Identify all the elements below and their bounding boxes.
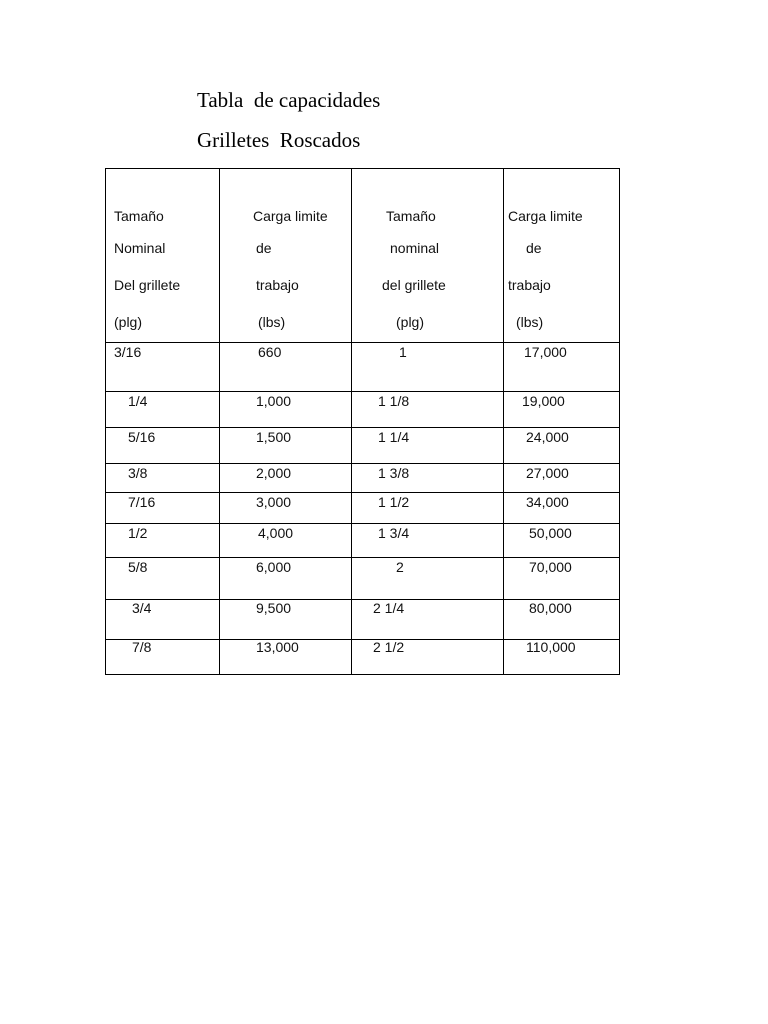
table-cell: 17,000 bbox=[524, 344, 567, 360]
header-load-line3: trabajo bbox=[256, 277, 299, 293]
table-cell: 50,000 bbox=[529, 525, 572, 541]
header-size-line1: Tamaño bbox=[114, 208, 164, 224]
row-divider bbox=[106, 427, 619, 428]
table-cell: 1 bbox=[399, 344, 407, 360]
table-cell: 660 bbox=[258, 344, 282, 360]
table-cell: 1 1/4 bbox=[378, 429, 410, 445]
header-load-line2: de bbox=[256, 240, 272, 256]
document-title: Tabla de capacidades bbox=[197, 88, 381, 112]
table-cell: 3/8 bbox=[128, 465, 148, 481]
table-cell: 27,000 bbox=[526, 465, 569, 481]
row-divider bbox=[106, 557, 619, 558]
table-cell: 9,500 bbox=[256, 600, 292, 616]
table-cell: 2 1/2 bbox=[373, 639, 405, 655]
table-cell: 70,000 bbox=[529, 559, 572, 575]
table-cell: 1,000 bbox=[256, 393, 292, 409]
table-cell: 6,000 bbox=[256, 559, 292, 575]
table-cell: 24,000 bbox=[526, 429, 569, 445]
capacity-table bbox=[105, 168, 620, 675]
table-cell: 5/8 bbox=[128, 559, 148, 575]
table-cell: 1/2 bbox=[128, 525, 148, 541]
table-cell: 7/8 bbox=[132, 639, 152, 655]
table-cell: 3/4 bbox=[132, 600, 152, 616]
header-load-line1: Carga limite bbox=[253, 208, 328, 224]
table-cell: 1 3/8 bbox=[378, 465, 410, 481]
table-cell: 80,000 bbox=[529, 600, 572, 616]
header-size2-line3: del grillete bbox=[382, 277, 446, 293]
table-cell: 13,000 bbox=[256, 639, 299, 655]
header-size2-line4: (plg) bbox=[396, 314, 425, 330]
header-load2-line3: trabajo bbox=[508, 277, 551, 293]
table-cell: 2,000 bbox=[256, 465, 292, 481]
table-cell: 34,000 bbox=[526, 494, 569, 510]
table-cell: 1,500 bbox=[256, 429, 292, 445]
header-size2-line2: nominal bbox=[390, 240, 440, 256]
table-cell: 1/4 bbox=[128, 393, 148, 409]
table-cell: 1 1/8 bbox=[378, 393, 410, 409]
table-cell: 110,000 bbox=[526, 639, 576, 655]
header-load2-line4: (lbs) bbox=[516, 314, 544, 330]
row-divider bbox=[106, 463, 619, 464]
header-size-line2: Nominal bbox=[114, 240, 166, 256]
table-cell: 5/16 bbox=[128, 429, 156, 445]
row-divider bbox=[106, 523, 619, 524]
row-divider bbox=[106, 342, 619, 343]
table-cell: 2 1/4 bbox=[373, 600, 405, 616]
header-load2-line1: Carga limite bbox=[508, 208, 583, 224]
table-cell: 3/16 bbox=[114, 344, 142, 360]
table-cell: 4,000 bbox=[258, 525, 294, 541]
header-size-line3: Del grillete bbox=[114, 277, 181, 293]
row-divider bbox=[106, 492, 619, 493]
document-subtitle: Grilletes Roscados bbox=[197, 128, 361, 152]
table-cell: 2 bbox=[396, 559, 404, 575]
table-cell: 1 3/4 bbox=[378, 525, 410, 541]
header-load-line4: (lbs) bbox=[258, 314, 286, 330]
table-cell: 7/16 bbox=[128, 494, 156, 510]
header-size2-line1: Tamaño bbox=[386, 208, 436, 224]
table-cell: 3,000 bbox=[256, 494, 292, 510]
table-cell: 19,000 bbox=[522, 393, 565, 409]
table-cell: 1 1/2 bbox=[378, 494, 410, 510]
header-size-line4: (plg) bbox=[114, 314, 143, 330]
row-divider bbox=[106, 391, 619, 392]
header-load2-line2: de bbox=[526, 240, 542, 256]
